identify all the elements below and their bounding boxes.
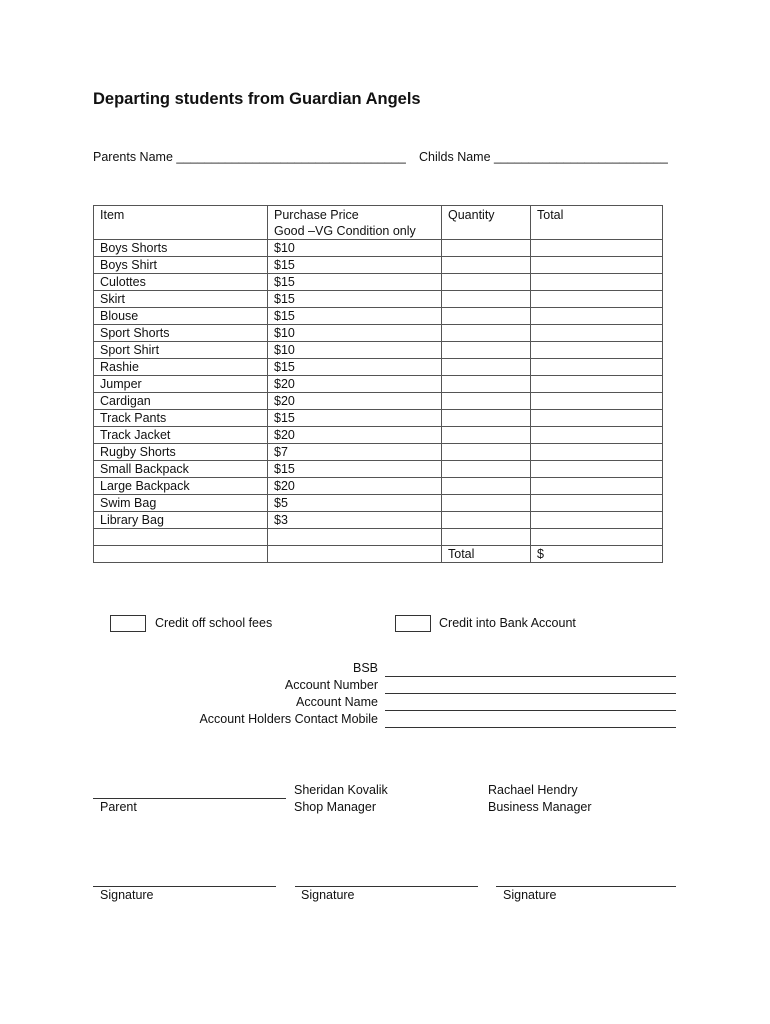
header-purchase-price — [268, 206, 442, 240]
credit-fees-label: Credit off school fees — [155, 616, 273, 630]
table-row — [94, 291, 663, 308]
total-cell[interactable] — [531, 240, 663, 257]
price-cell: $10 — [268, 325, 442, 342]
table-row — [94, 376, 663, 393]
total-cell[interactable] — [531, 308, 663, 325]
table-row — [94, 410, 663, 427]
account-number-field[interactable] — [385, 693, 676, 694]
total-cell[interactable] — [531, 427, 663, 444]
bsb-field[interactable] — [385, 676, 676, 677]
header-total: Total — [531, 206, 663, 240]
item-cell[interactable] — [94, 529, 268, 546]
table-row — [94, 240, 663, 257]
total-cell[interactable] — [531, 529, 663, 546]
item-cell: Cardigan — [94, 393, 268, 410]
price-table — [93, 205, 663, 563]
shop-manager-signature-line[interactable] — [295, 886, 478, 887]
total-cell[interactable] — [531, 376, 663, 393]
item-cell: Large Backpack — [94, 478, 268, 495]
price-cell: $15 — [268, 308, 442, 325]
quantity-cell[interactable] — [442, 342, 531, 359]
table-row — [94, 342, 663, 359]
total-cell[interactable] — [531, 291, 663, 308]
credit-fees-checkbox[interactable] — [110, 615, 146, 632]
quantity-cell[interactable] — [442, 478, 531, 495]
table-row — [94, 308, 663, 325]
table-header-row — [94, 206, 663, 240]
item-cell: Sport Shirt — [94, 342, 268, 359]
total-cell[interactable] — [531, 325, 663, 342]
price-cell: $15 — [268, 274, 442, 291]
childs-name-field[interactable]: Childs Name _________________________ — [419, 150, 668, 164]
total-cell[interactable] — [531, 461, 663, 478]
total-cell[interactable] — [531, 257, 663, 274]
total-cell[interactable] — [531, 274, 663, 291]
parent-signature-line[interactable] — [93, 886, 276, 887]
price-cell — [268, 529, 442, 546]
item-cell: Rugby Shorts — [94, 444, 268, 461]
item-cell: Library Bag — [94, 512, 268, 529]
price-cell: $10 — [268, 342, 442, 359]
account-name-field[interactable] — [385, 710, 676, 711]
table-row — [94, 427, 663, 444]
quantity-cell[interactable] — [442, 291, 531, 308]
contact-mobile-label: Account Holders Contact Mobile — [199, 712, 378, 726]
grand-total-value[interactable]: $ — [531, 546, 663, 563]
total-cell[interactable] — [531, 512, 663, 529]
quantity-cell[interactable] — [442, 512, 531, 529]
item-cell: Boys Shirt — [94, 257, 268, 274]
item-cell: Swim Bag — [94, 495, 268, 512]
table-row — [94, 512, 663, 529]
total-cell[interactable] — [531, 478, 663, 495]
shop-manager-title: Shop Manager — [294, 800, 377, 814]
price-cell: $15 — [268, 359, 442, 376]
quantity-cell[interactable] — [442, 410, 531, 427]
item-cell: Track Jacket — [94, 427, 268, 444]
quantity-cell[interactable] — [442, 240, 531, 257]
item-cell: Boys Shorts — [94, 240, 268, 257]
parent-name-line[interactable] — [93, 798, 286, 799]
account-number-label: Account Number — [284, 678, 378, 692]
item-cell — [94, 546, 268, 563]
table-total-row — [94, 546, 663, 563]
business-manager-title: Business Manager — [488, 800, 592, 814]
total-cell[interactable] — [531, 444, 663, 461]
price-cell: $15 — [268, 461, 442, 478]
table-row — [94, 478, 663, 495]
table-row — [94, 325, 663, 342]
quantity-cell[interactable] — [442, 529, 531, 546]
price-cell: $15 — [268, 291, 442, 308]
header-price-line2: Good –VG Condition only — [274, 224, 416, 238]
shop-manager-signature-label: Signature — [301, 888, 355, 902]
item-cell: Blouse — [94, 308, 268, 325]
account-name-label: Account Name — [296, 695, 378, 709]
total-cell[interactable] — [531, 393, 663, 410]
item-cell: Small Backpack — [94, 461, 268, 478]
item-cell: Track Pants — [94, 410, 268, 427]
table-row — [94, 393, 663, 410]
quantity-cell[interactable] — [442, 308, 531, 325]
quantity-cell[interactable] — [442, 495, 531, 512]
quantity-cell[interactable] — [442, 359, 531, 376]
table-row-empty — [94, 529, 663, 546]
header-item: Item — [94, 206, 268, 240]
header-quantity: Quantity — [442, 206, 531, 240]
item-cell: Sport Shorts — [94, 325, 268, 342]
quantity-cell[interactable] — [442, 393, 531, 410]
parents-name-field[interactable]: Parents Name _________________________________ — [93, 150, 406, 164]
parent-label: Parent — [100, 800, 137, 814]
bsb-label: BSB — [352, 661, 378, 675]
header-price-line1: Purchase Price — [274, 208, 359, 222]
quantity-cell[interactable] — [442, 274, 531, 291]
price-cell: $7 — [268, 444, 442, 461]
credit-bank-checkbox[interactable] — [395, 615, 431, 632]
item-cell: Rashie — [94, 359, 268, 376]
shop-manager-name: Sheridan Kovalik — [294, 783, 388, 797]
price-cell: $20 — [268, 376, 442, 393]
page-title: Departing students from Guardian Angels — [93, 90, 421, 108]
price-cell: $20 — [268, 478, 442, 495]
price-cell: $15 — [268, 410, 442, 427]
business-manager-name: Rachael Hendry — [488, 783, 578, 797]
business-manager-signature-line[interactable] — [496, 886, 676, 887]
business-manager-signature-label: Signature — [503, 888, 557, 902]
item-cell: Culottes — [94, 274, 268, 291]
price-cell: $10 — [268, 240, 442, 257]
item-cell: Jumper — [94, 376, 268, 393]
quantity-cell[interactable] — [442, 444, 531, 461]
quantity-cell[interactable] — [442, 461, 531, 478]
price-cell: $20 — [268, 393, 442, 410]
price-cell — [268, 546, 442, 563]
quantity-cell[interactable] — [442, 325, 531, 342]
contact-mobile-field[interactable] — [385, 727, 676, 728]
item-cell: Skirt — [94, 291, 268, 308]
parent-signature-label: Signature — [100, 888, 154, 902]
table-row — [94, 461, 663, 478]
price-cell: $20 — [268, 427, 442, 444]
total-cell[interactable] — [531, 342, 663, 359]
credit-bank-label: Credit into Bank Account — [439, 616, 576, 630]
total-cell[interactable] — [531, 495, 663, 512]
table-row — [94, 444, 663, 461]
price-cell: $5 — [268, 495, 442, 512]
quantity-cell[interactable] — [442, 427, 531, 444]
quantity-cell[interactable] — [442, 257, 531, 274]
total-cell[interactable] — [531, 410, 663, 427]
table-row — [94, 495, 663, 512]
total-label: Total — [442, 546, 531, 563]
table-row — [94, 274, 663, 291]
total-cell[interactable] — [531, 359, 663, 376]
table-row — [94, 257, 663, 274]
price-cell: $3 — [268, 512, 442, 529]
quantity-cell[interactable] — [442, 376, 531, 393]
table-row — [94, 359, 663, 376]
price-cell: $15 — [268, 257, 442, 274]
